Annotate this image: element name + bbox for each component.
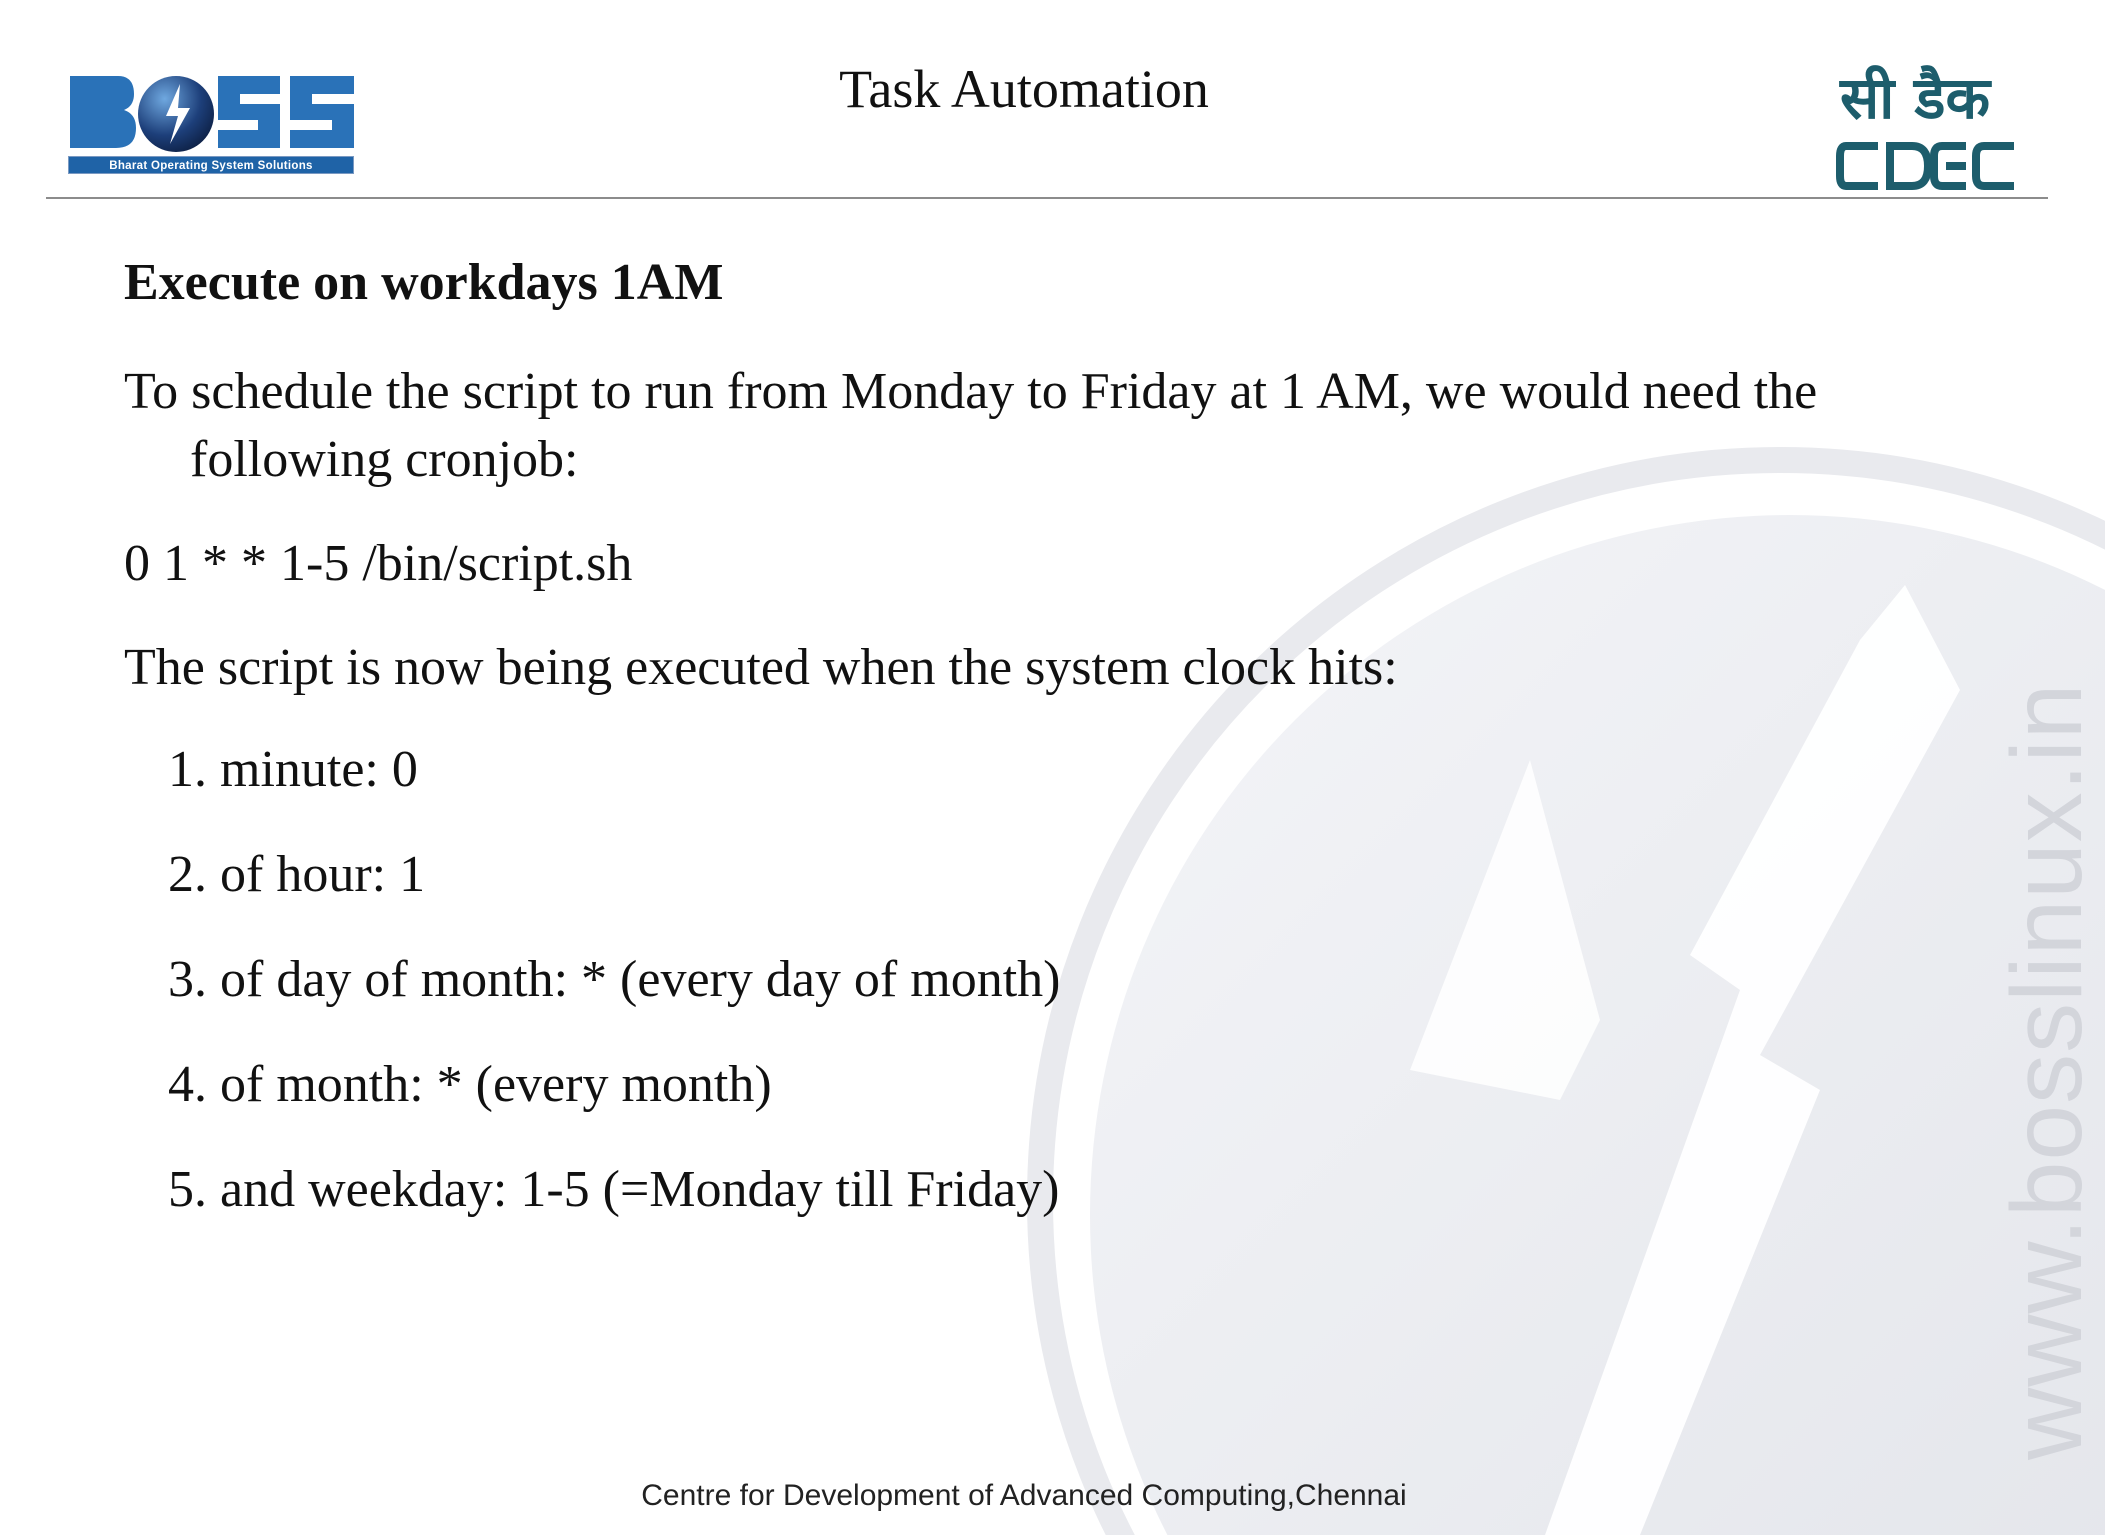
slide-content [124,250,1904,1261]
intro-paragraph: To schedule the script to run from Monday to Friday at 1 AM, we would need the following cronjob: [124,363,1818,488]
cdac-logo [1838,56,2028,196]
boss-tagline: Bharat Operating System Solutions [68,156,354,174]
slide-header [0,0,2048,200]
slide-heading: Execute on workdays 1AM [124,254,724,311]
explanation-paragraph: The script is now being executed when the system clock hits: [124,639,1398,696]
list-item: 1. minute: 0 [168,741,418,798]
slide-header-title: Task Automation [839,59,1209,119]
list-item: 3. of day of month: * (every day of month) [168,951,1061,1008]
list-item: 2. of hour: 1 [168,846,426,903]
header-divider [46,197,2048,199]
watermark-url: www.bosslinux.in [1991,682,2103,1460]
cron-expression: 0 1 * * 1-5 /bin/script.sh [124,535,633,592]
list-item: 4. of month: * (every month) [168,1056,772,1113]
slide-footer: Centre for Development of Advanced Computing,Chennai [641,1479,1407,1512]
list-item: 5. and weekday: 1-5 (=Monday till Friday) [168,1161,1060,1218]
cron-field-list [124,736,1904,1224]
svg-text:सी डैक: सी डैक [1840,64,1990,132]
